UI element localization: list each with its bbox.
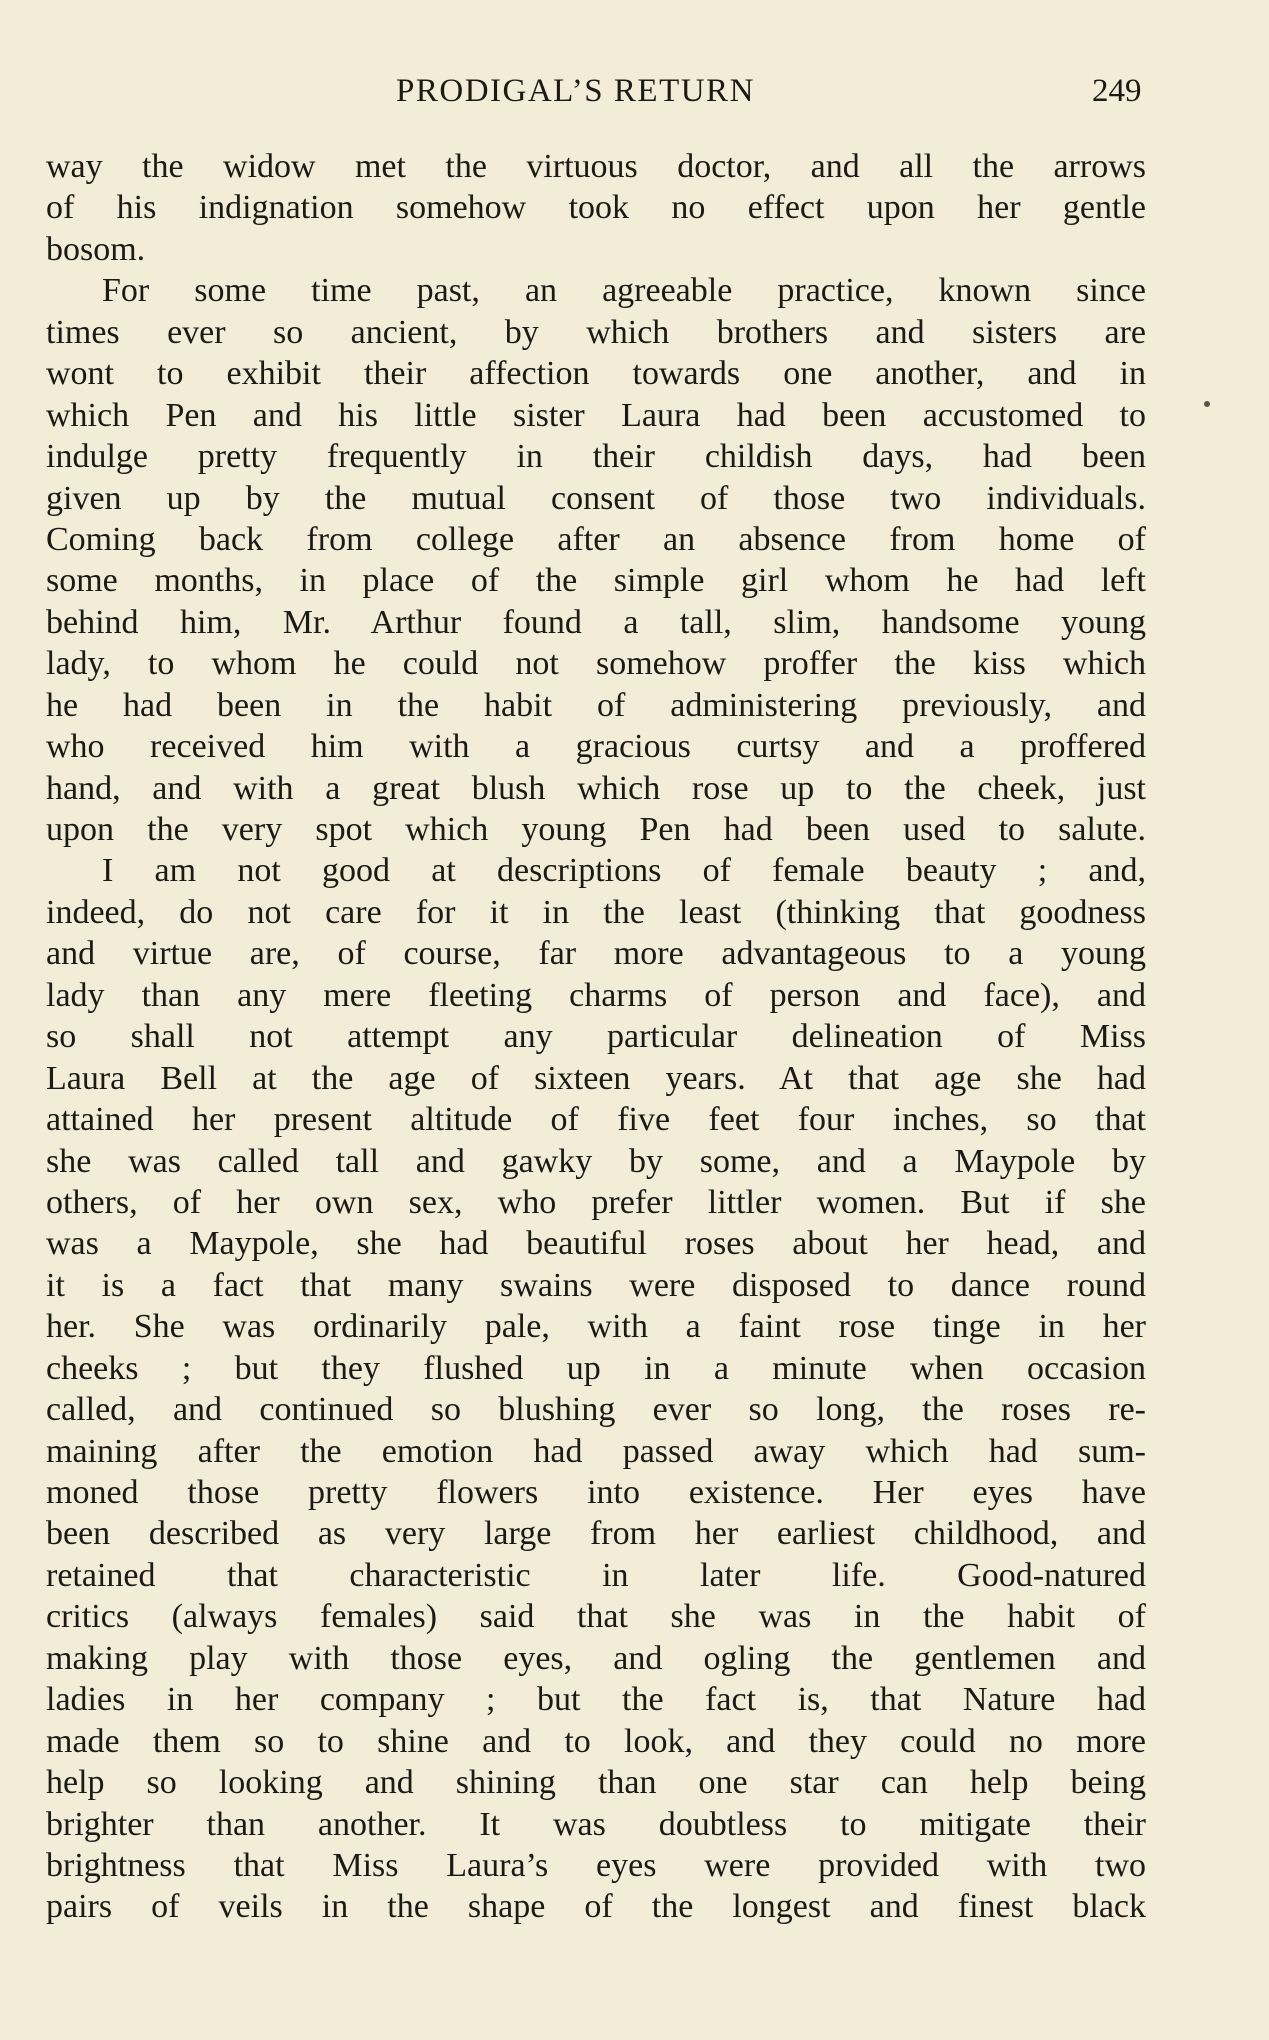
text-line: so shall not attempt any particular delineation of Miss bbox=[46, 1018, 1146, 1056]
text-line: she was called tall and gawky by some, and a Maypole by bbox=[46, 1142, 1146, 1180]
text-line: bosom. bbox=[46, 230, 146, 268]
text-line: Laura Bell at the age of sixteen years. At that age she had bbox=[46, 1059, 1146, 1097]
body-text bbox=[46, 146, 1146, 1928]
text-line: making play with those eyes, and ogling the gentlemen and bbox=[46, 1639, 1146, 1677]
text-line: was a Maypole, she had beautiful roses about her head, and bbox=[46, 1225, 1146, 1263]
text-line: it is a fact that many swains were disposed to dance round bbox=[46, 1266, 1146, 1304]
text-line: indulge pretty frequently in their childish days, had been bbox=[46, 438, 1146, 476]
text-line: he had been in the habit of administering previously, and bbox=[46, 686, 1146, 724]
text-line: hand, and with a great blush which rose up to the cheek, just bbox=[46, 769, 1146, 807]
margin-speck bbox=[1204, 401, 1210, 407]
text-line: retained that characteristic in later life. Good-natured bbox=[46, 1556, 1146, 1594]
text-line: attained her present altitude of five feet four inches, so that bbox=[46, 1101, 1146, 1139]
text-line: ladies in her company ; but the fact is, that Nature had bbox=[46, 1681, 1146, 1719]
text-line: called, and continued so blushing ever so long, the roses re- bbox=[46, 1391, 1146, 1429]
text-line: given up by the mutual consent of those two individuals. bbox=[46, 479, 1146, 517]
text-line: been described as very large from her earliest childhood, and bbox=[46, 1515, 1146, 1553]
text-line: way the widow met the virtuous doctor, and all the arrows bbox=[46, 148, 1146, 185]
text-line: wont to exhibit their affection towards one another, and in bbox=[46, 355, 1146, 393]
text-line: maining after the emotion had passed away which had sum- bbox=[46, 1432, 1146, 1470]
text-line: which Pen and his little sister Laura had been accustomed to bbox=[46, 396, 1146, 434]
text-line: others, of her own sex, who prefer littler women. But if she bbox=[46, 1183, 1146, 1221]
text-line: some months, in place of the simple girl whom he had left bbox=[46, 562, 1146, 600]
text-line: who received him with a gracious curtsy and a proffered bbox=[46, 728, 1146, 766]
text-line: Coming back from college after an absence from home of bbox=[46, 520, 1146, 558]
text-line: lady than any mere fleeting charms of person and face), and bbox=[46, 976, 1146, 1014]
text-line: I am not good at descriptions of female beauty ; and, bbox=[102, 852, 1146, 890]
text-line: For some time past, an agreeable practice, known since bbox=[102, 272, 1146, 310]
text-line: of his indignation somehow took no effect upon her gentle bbox=[46, 189, 1146, 227]
text-line: brightness that Miss Laura’s eyes were provided with two bbox=[46, 1846, 1146, 1884]
text-line: cheeks ; but they flushed up in a minute when occasion bbox=[46, 1349, 1146, 1387]
text-line: behind him, Mr. Arthur found a tall, slim, handsome young bbox=[46, 603, 1146, 641]
running-head bbox=[0, 66, 1269, 116]
text-line: help so looking and shining than one star can help being bbox=[46, 1764, 1146, 1802]
text-line: times ever so ancient, by which brothers and sisters are bbox=[46, 313, 1146, 351]
text-line: critics (always females) said that she was in the habit of bbox=[46, 1598, 1146, 1636]
text-line: and virtue are, of course, far more advantageous to a young bbox=[46, 935, 1146, 973]
text-line: upon the very spot which young Pen had been used to salute. bbox=[46, 811, 1146, 848]
text-line: made them so to shine and to look, and they could no more bbox=[46, 1722, 1146, 1760]
running-title: PRODIGAL’S RETURN bbox=[396, 73, 755, 109]
text-line: her. She was ordinarily pale, with a faint rose tinge in her bbox=[46, 1308, 1146, 1346]
text-line: brighter than another. It was doubtless to mitigate their bbox=[46, 1805, 1146, 1843]
text-line: moned those pretty flowers into existence. Her eyes have bbox=[46, 1474, 1146, 1511]
text-line: pairs of veils in the shape of the longest and finest black bbox=[46, 1888, 1146, 1926]
text-line: lady, to whom he could not somehow proffer the kiss which bbox=[46, 645, 1146, 683]
text-line: indeed, do not care for it in the least (thinking that goodness bbox=[46, 893, 1146, 931]
page-number: 249 bbox=[1092, 73, 1142, 109]
